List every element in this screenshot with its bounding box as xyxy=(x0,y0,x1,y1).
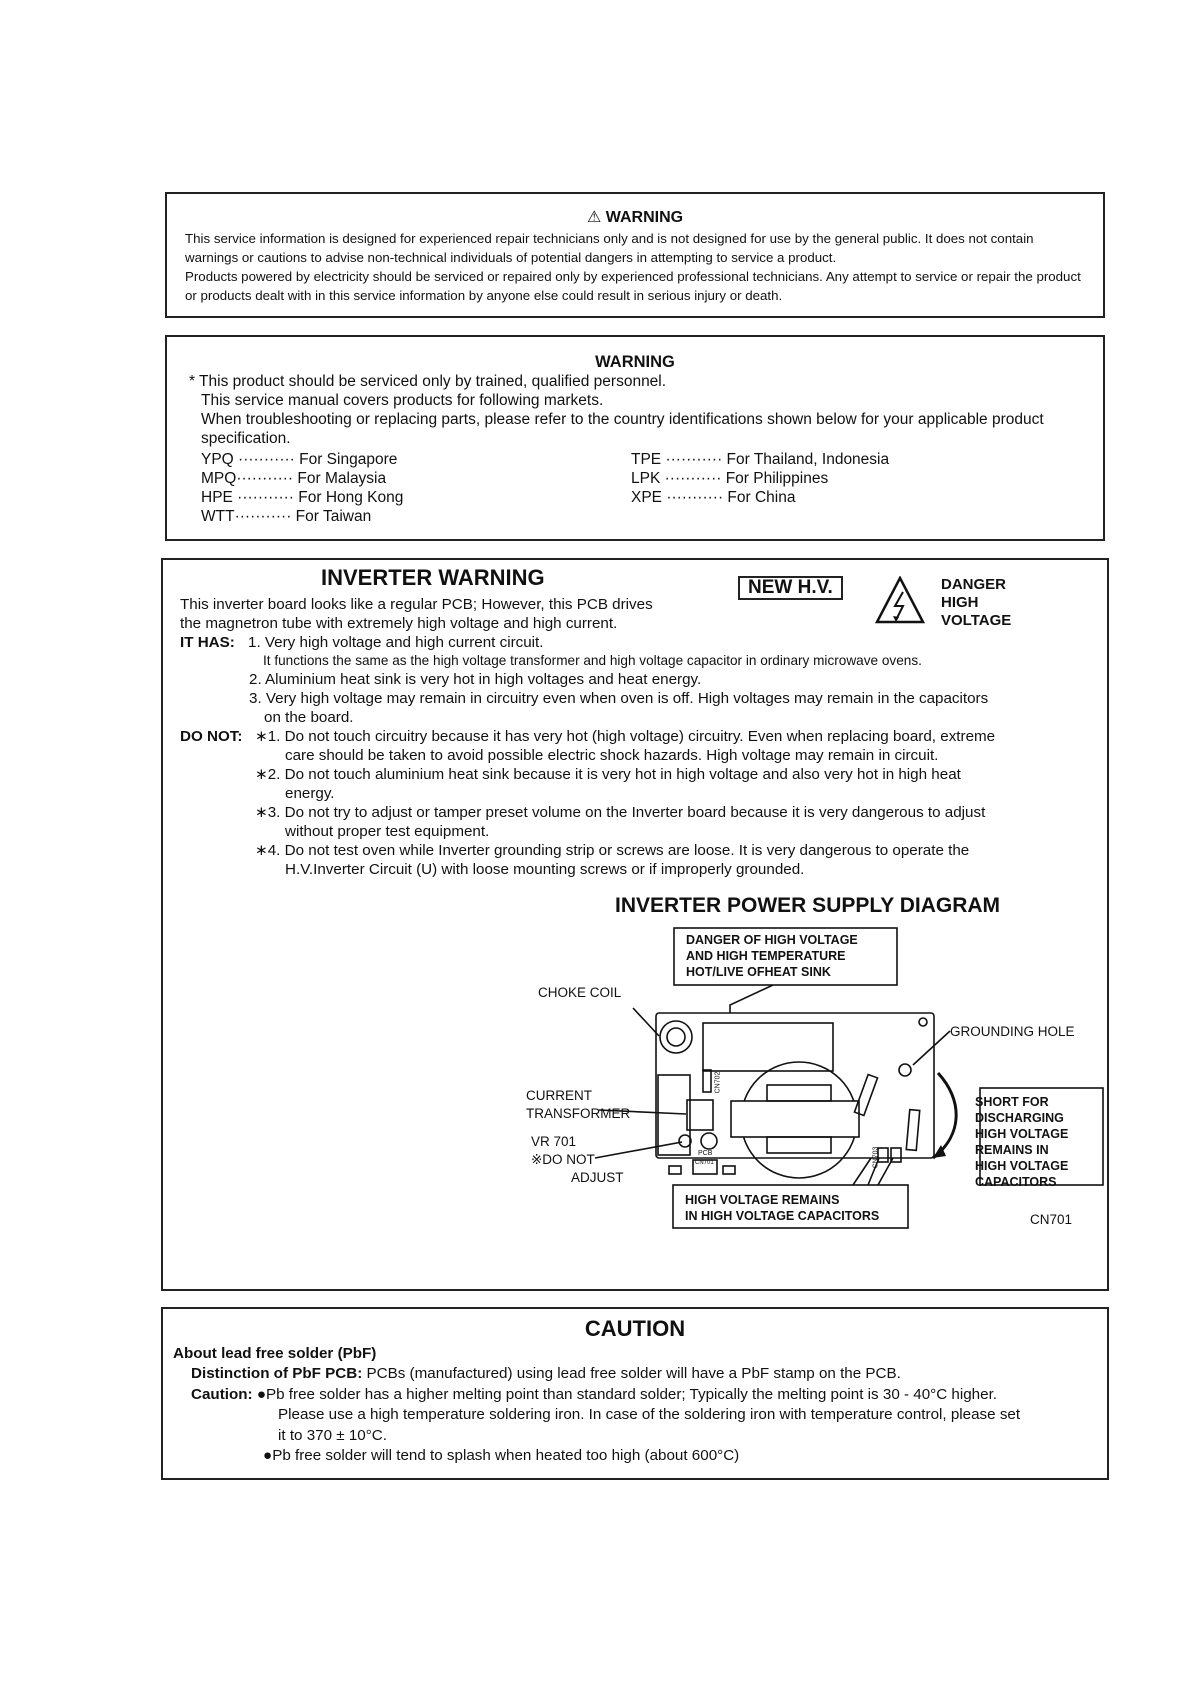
pcb-cn701-label: CN701 xyxy=(695,1160,714,1166)
has-item-1: 1. Very high voltage and high current circuit. xyxy=(248,634,544,651)
warning-triangle-icon: ⚠ xyxy=(586,209,602,226)
market-item: XPE ··········· For China xyxy=(631,489,796,506)
do-not-item-3: ∗3. Do not try to adjust or tamper preset volume on the Inverter board because it is very dangerous to adjust xyxy=(255,804,986,821)
choke-coil xyxy=(660,1021,692,1053)
current-transformer-label: CURRENT TRANSFORMER xyxy=(526,1088,631,1121)
inverter-title: INVERTER WARNING xyxy=(321,565,545,590)
caution-item-2: ●Pb free solder will tend to splash when heated too high (about 600°C) xyxy=(263,1447,740,1464)
callout-bottom-text: HIGH VOLTAGE REMAINS IN HIGH VOLTAGE CAPACITORS xyxy=(685,1193,880,1223)
pcb-cn702-label: CN702 xyxy=(714,1071,722,1094)
market-warning-box xyxy=(165,335,1105,541)
danger-label: DANGER HIGH VOLTAGE xyxy=(941,576,1012,629)
caution-item-1: Caution: ●Pb free solder has a higher melting point than standard solder; Typically the melting point is 30 - 40°C higher. xyxy=(191,1385,998,1403)
do-not-item-1: ∗1. Do not touch circuitry because it has very hot (high voltage) circuitry. Even when replacing board, extreme xyxy=(255,728,996,745)
general-warning-box xyxy=(165,192,1105,318)
choke-coil-label: CHOKE COIL xyxy=(538,985,622,1000)
market-list xyxy=(201,450,1081,526)
has-item-3-cont: on the board. xyxy=(264,709,354,726)
caution-box xyxy=(161,1307,1109,1480)
market-line-1: * This product should be serviced only by trained, qualified personnel. xyxy=(189,373,667,390)
market-line-3: When troubleshooting or replacing parts, please refer to the country identifications shown below for your applicable product specification. xyxy=(201,411,1044,447)
market-item: MPQ··········· For Malaysia xyxy=(201,470,387,487)
do-not-item-1-cont: care should be taken to avoid possible electric shock hazards. High voltage may remain in circuit. xyxy=(285,747,939,764)
caution-subtitle: About lead free solder (PbF) xyxy=(173,1344,377,1362)
vr701-label: VR 701 ※DO NOT ADJUST xyxy=(531,1134,624,1185)
inverter-warning-box xyxy=(161,558,1109,1291)
inverter-intro-2: the magnetron tube with extremely high voltage and high current. xyxy=(180,615,618,632)
do-not-item-4: ∗4. Do not test oven while Inverter grounding strip or screws are loose. It is very dangerous to operate the xyxy=(255,842,970,859)
inverter-diagram xyxy=(163,560,1107,1289)
warning-title: ⚠ WARNING xyxy=(586,209,684,226)
callout-top-text: DANGER OF HIGH VOLTAGE AND HIGH TEMPERATURE HOT/LIVE OFHEAT SINK xyxy=(686,933,858,979)
current-transformer xyxy=(687,1100,713,1130)
new-hv-label: NEW H.V. xyxy=(738,576,843,600)
caution-item-1-cont: Please use a high temperature soldering iron. In case of the soldering iron with temperature control, please set xyxy=(278,1406,1021,1423)
cn701-label: CN701 xyxy=(1030,1212,1073,1227)
do-not-label: DO NOT: xyxy=(180,728,243,745)
market-item: YPQ ··········· For Singapore xyxy=(201,451,398,468)
has-item-3: 3. Very high voltage may remain in circuitry even when oven is off. High voltages may remain in the capacitors xyxy=(249,690,989,707)
warning-paragraph-1: This service information is designed for experienced repair technicians only and is not designed for use by the general public. It does not contain warnings or cautions to advise non-technical individuals of potential dangers in attempting to service a product. xyxy=(185,231,1034,265)
pcb-pcb-label: PCB xyxy=(698,1150,713,1157)
do-not-item-3-cont: without proper test equipment. xyxy=(285,823,490,840)
market-item: HPE ··········· For Hong Kong xyxy=(201,489,404,506)
market-item: TPE ··········· For Thailand, Indonesia xyxy=(631,451,890,468)
inverter-intro-1: This inverter board looks like a regular PCB; However, this PCB drives xyxy=(180,596,653,613)
it-has-label: IT HAS: xyxy=(180,634,235,651)
bullet-icon: ● xyxy=(256,1385,267,1403)
diagram-title: INVERTER POWER SUPPLY DIAGRAM xyxy=(615,894,1001,917)
pcb-cn703-label: CN703 xyxy=(872,1146,880,1169)
has-item-1-detail: It functions the same as the high voltage transformer and high voltage capacitor in ordinary microwave ovens. xyxy=(263,653,922,668)
do-not-item-2-cont: energy. xyxy=(285,785,335,802)
warning-paragraph-2: Products powered by electricity should be serviced or repaired only by experienced professional technicians. Any attempt to service or repair the product or products dealt with in this service information by anyone else could result in serious injury or death. xyxy=(185,269,1081,303)
has-item-2: 2. Aluminium heat sink is very hot in high voltages and heat energy. xyxy=(249,671,702,688)
caution-item-1-cont2: it to 370 ± 10°C. xyxy=(278,1426,387,1444)
bullet-icon: ● xyxy=(263,1447,273,1464)
do-not-item-2: ∗2. Do not touch aluminium heat sink because it is very hot in high voltage and also very hot in high heat xyxy=(255,766,961,783)
do-not-item-4-cont: H.V.Inverter Circuit (U) with loose mounting screws or if improperly grounded. xyxy=(285,861,805,878)
market-line-2: This service manual covers products for following markets. xyxy=(201,392,604,409)
market-warning-title: WARNING xyxy=(595,353,675,371)
market-item: LPK ··········· For Philippines xyxy=(631,470,829,487)
caution-title: CAUTION xyxy=(584,1316,686,1341)
short-box-text: SHORT FOR DISCHARGING HIGH VOLTAGE REMAINS IN HIGH VOLTAGE CAPACITORS xyxy=(975,1095,1069,1189)
pbf-distinction: Distinction of PbF PCB: PCBs (manufactured) using lead free solder will have a PbF stamp on the PCB. xyxy=(191,1365,901,1382)
grounding-hole-label: GROUNDING HOLE xyxy=(950,1024,1075,1039)
market-item: WTT··········· For Taiwan xyxy=(201,508,372,525)
